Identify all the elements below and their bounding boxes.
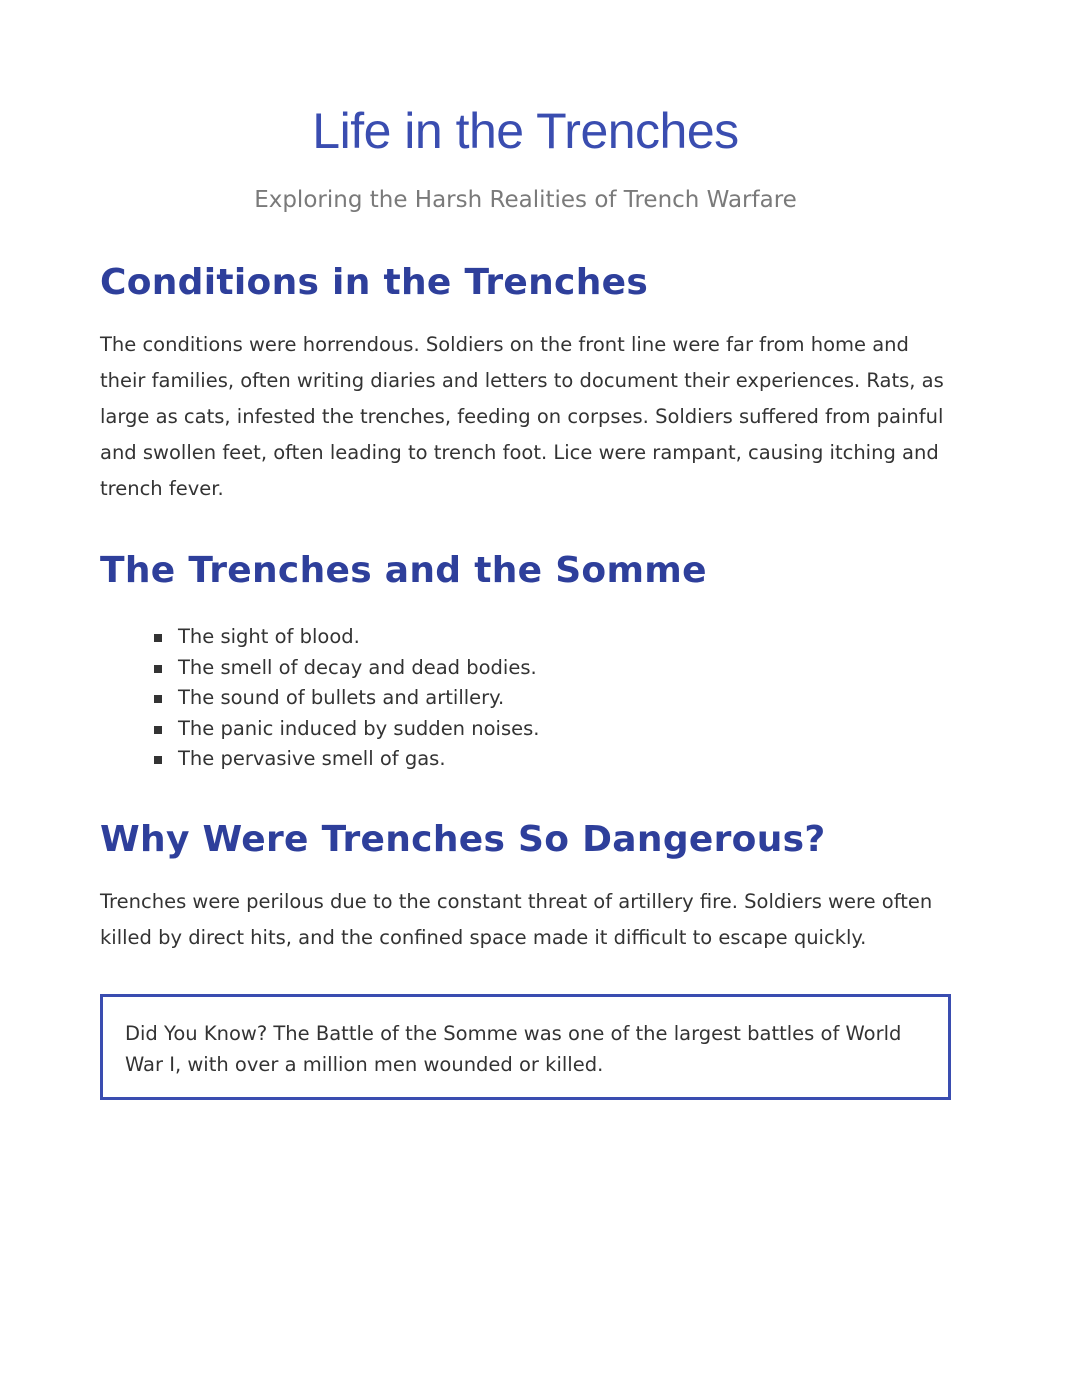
list-item: The pervasive smell of gas. bbox=[178, 744, 539, 775]
list-item: The smell of decay and dead bodies. bbox=[178, 653, 539, 684]
section-heading-dangerous: Why Were Trenches So Dangerous? bbox=[100, 819, 826, 860]
section-heading-somme: The Trenches and the Somme bbox=[100, 550, 707, 591]
page-subtitle: Exploring the Harsh Realities of Trench Warfare bbox=[254, 187, 797, 213]
list-item: The sound of bullets and artillery. bbox=[178, 683, 539, 714]
list-item: The sight of blood. bbox=[178, 622, 539, 653]
section-heading-conditions: Conditions in the Trenches bbox=[100, 262, 649, 303]
somme-list bbox=[100, 622, 539, 775]
section-paragraph-conditions: The conditions were horrendous. Soldiers on the front line were far from home and their families, often writing diaries and letters to document their experiences. Rats, as large as cats, infested the trenches, feeding on corpses. Soldiers suffered from painful and swollen feet, often leading to trench foot. Lice were rampant, causing itching and trench fever. bbox=[100, 333, 944, 500]
section-paragraph-dangerous: Trenches were perilous due to the constant threat of artillery fire. Soldiers were often killed by direct hits, and the confined space made it difficult to escape quickly. bbox=[100, 890, 933, 949]
callout-text: Did You Know? The Battle of the Somme was one of the largest battles of World War I, with over a million men wounded or killed. bbox=[125, 1022, 902, 1076]
list-item: The panic induced by sudden noises. bbox=[178, 714, 539, 745]
page-title: Life in the Trenches bbox=[312, 103, 739, 159]
did-you-know-callout bbox=[100, 994, 951, 1100]
